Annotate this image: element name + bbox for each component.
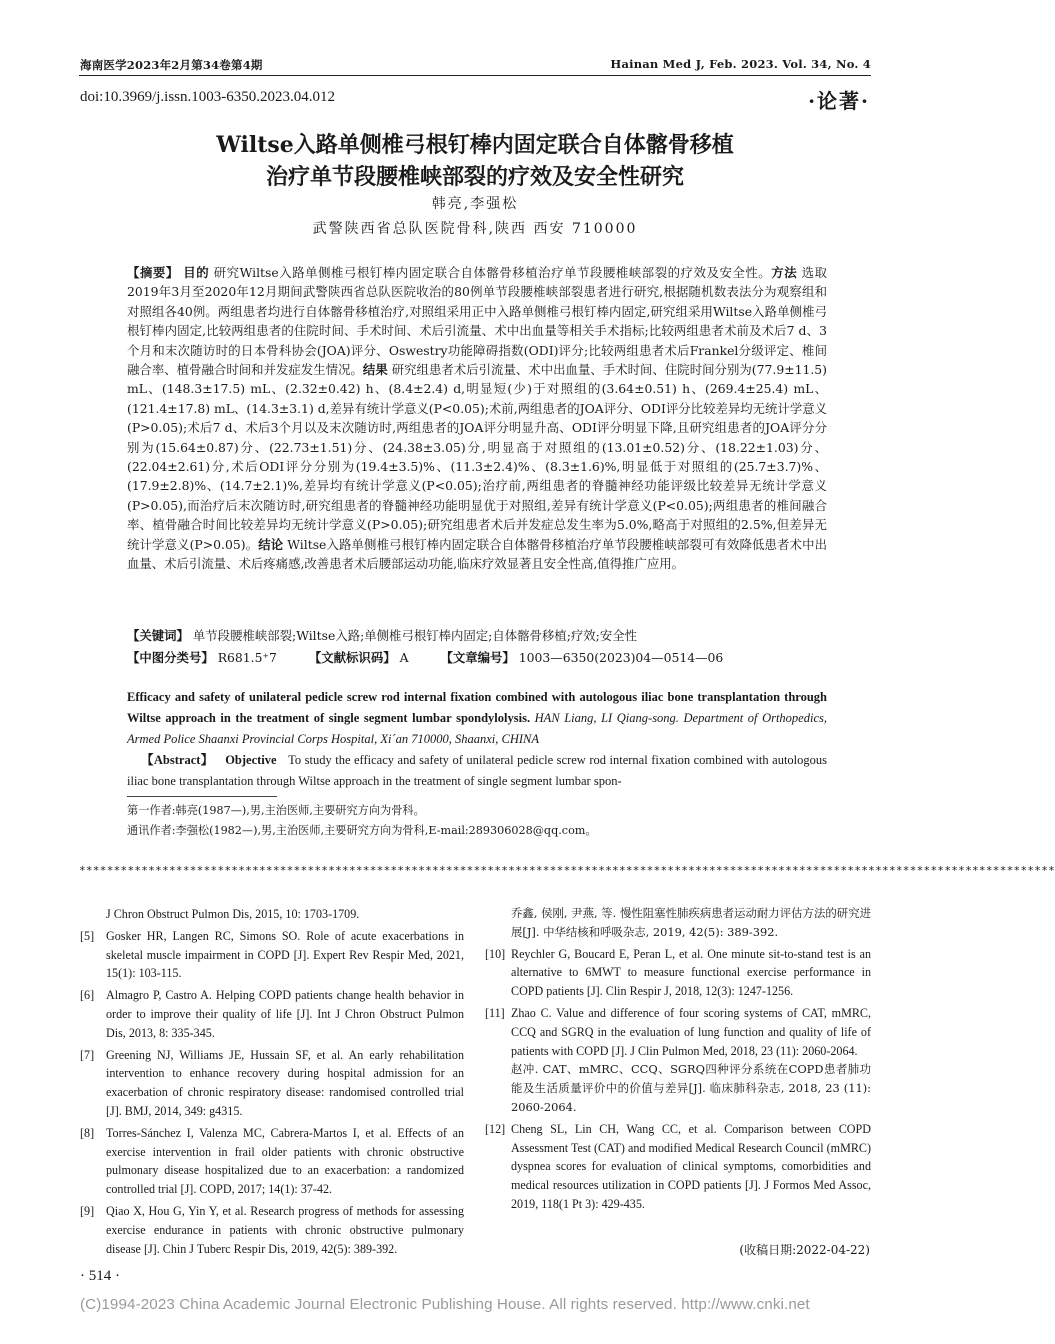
keywords-label: 【关键词】 [127,628,189,643]
references-left-column [80,905,464,1261]
objective-text: 研究Wiltse入路单侧椎弓根钉棒内固定联合自体髂骨移植治疗单节段腰椎峡部裂的疗效及安全性。 [213,265,772,280]
clc-label: 【中图分类号】 [127,650,214,665]
article-title-line1: Wiltse入路单侧椎弓根钉棒内固定联合自体髂骨移植 [216,132,734,158]
reference-item: [5] Gosker HR, Langen RC, Simons SO. Role of acute exacerbations in skeletal muscle impairment in COPD [J]. Expert Rev Respir Med, 2021, 15(1): 103-115. [80,928,464,981]
results-label: 结果 [362,362,388,378]
reference-item: [8] Torres-Sánchez I, Valenza MC, Cabrera-Martos I, et al. Effects of an exercise intervention in frail older patients with chronic obstructive pulmonary disease hospitalized due to an exacerbation: a randomized controlled trial [J]. COPD, 2017; 14(1): 37-42. [80,1125,464,1197]
affiliation: 武警陕西省总队医院骨科,陕西 西安 710000 [312,221,638,237]
footnote-corresponding-author: 通讯作者:李强松(1982—),男,主治医师,主要研究方向为骨科,E-mail:289306028@qq.com。 [127,824,597,837]
english-authors-affiliation: HAN Liang, LI Qiang-song. Department of Orthopedics, Armed Police Shaanxi Provincial Corps Hospital, Xi´an 710000, Shaanxi, CHINA [127,711,827,746]
reference-item: [7] Greening NJ, Williams JE, Hussain SF, et al. An early rehabilitation intervention to enhance recovery during hospital admission for an exacerbation of chronic respiratory disease: randomised controlled trial [J]. BMJ, 2014, 349: g4315. [80,1047,464,1118]
reference-item: [9] Qiao X, Hou G, Yin Y, et al. Research progress of methods for assessing exercise endurance in patients with chronic obstructive pulmonary disease [J]. Chin J Tuberc Respir Dis, 2019, 42(5): 389-392. [80,1203,464,1256]
reference-item: [6] Almagro P, Castro A. Helping COPD patients change health behavior in order to improve their quality of life [J]. Int J Chron Obstruct Pulmon Dis, 2013, 8: 335-345. [80,988,464,1040]
article-no-value: 1003—6350(2023)04—0514—06 [518,650,724,665]
article-title-line2: 治疗单节段腰椎峡部裂的疗效及安全性研究 [265,164,684,190]
clc-value: R681.5⁺7 [217,650,277,665]
english-title: Efficacy and safety of unilateral pedicle screw rod internal fixation combined with autologous iliac bone transplantation through Wiltse approach in the treatment of single segment lumbar spondylolysis. [127,690,827,725]
references-right-column [485,904,871,1217]
abstract-cn [127,263,827,574]
running-header-en: Hainan Med J, Feb. 2023. Vol. 34, No. 4 [610,57,871,71]
page-number: · 514 · [80,1268,120,1284]
abstract-en [127,687,827,792]
doc-code-label: 【文献标识码】 [308,650,396,665]
classification-line [127,648,827,667]
footnote-first-author: 第一作者:韩亮(1987—),男,主治医师,主要研究方向为骨科。 [127,804,425,817]
asterisk-divider: ********************************************************************************************************************************************* [79,864,1055,877]
doc-code-value: A [399,650,409,665]
reference-item: [12] Cheng SL, Lin CH, Wang CC, et al. Comparison between COPD Assessment Test (CAT) and modified Medical Research Council (mMRC) dyspnea scores for evaluation of clinical symptoms, comorbidities and medical resources utilization in COPD patients [J]. J Formos Med Assoc, 2019, 118(1 Pt 3): 429-435. [485,1121,871,1211]
results-text: 研究组患者术后引流量、术中出血量、手术时间、住院时间分别为(77.9±11.5) mL、(148.3±17.5) mL、(2.32±0.42) h、(8.4±2.4) d,明显短(少)于对照组的(3.64±0.51) h、(269.4±25.4) mL、(121.4±17.8) mL、(14.3±3.1) d,差异有统计学意义(P<0.05);术前,两组患者的JOA评分、ODI评分比较差异均无统计学意义(P>0.05);术后7 d、术后3个月以及末次随访时,两组患者的JOA评分明显升高、ODI评分明显下降,且研究组患者的JOA评分分别为(15.64±0.87)分、(22.73±1.51)分、(24.38±3.05)分,明显高于对照组的(13.01±0.52)分、(18.22±1.03)分、(22.04±2.61)分,术后ODI评分分别为(19.4±3.5)%、(11.3±2.4)%、(8.3±1.6)%,明显低于对照组的(25.7±3.7)%、(17.9±2.8)%、(14.7±2.1)%,差异均有统计学意义(P<0.05);治疗前,两组患者的脊髓神经功能评级比较差异无统计学意义(P>0.05),而治疗后末次随访时,研究组患者的脊髓神经功能明显优于对照组,差异有统计学意义(P<0.05);两组患者的椎间融合率、植骨融合时间比较差异均无统计学意义(P>0.05);研究组患者术后并发症总发生率为5.0%,略高于对照组的2.5%,但差异无统计学意义(P>0.05)。 [127,362,828,552]
reference-item: 乔鑫, 侯刚, 尹燕, 等. 慢性阻塞性肺疾病患者运动耐力评估方法的研究进展[J]. 中华结核和呼吸杂志, 2019, 42(5): 389-392. [511,906,871,939]
conclusion-label: 结论 [258,536,284,552]
english-objective-label: Objective [225,753,277,767]
article-no-label: 【文章编号】 [440,650,515,665]
section-tag: ·论著· [808,89,870,113]
running-header-cn: 海南医学2023年2月第34卷第4期 [80,58,263,72]
methods-label: 方法 [771,265,798,280]
doi[interactable]: doi:10.3969/j.issn.1003-6350.2023.04.012 [80,89,336,105]
reference-item: J Chron Obstruct Pulmon Dis, 2015, 10: 1703-1709. [106,907,360,921]
abstract-label: 【摘要】 [127,265,179,280]
english-objective-text: To study the efficacy and safety of unilateral pedicle screw rod internal fixation combined with autologous iliac bone transplantation through Wiltse approach in the treatment of single segment lumbar spon- [127,753,828,788]
footnote-rule [127,796,277,797]
objective-label: 目的 [183,265,210,280]
methods-text: 选取2019年3月至2020年12月期间武警陕西省总队医院收治的80例单节段腰椎峡部裂患者进行研究,根据随机数表法分为观察组和对照组各40例。两组患者均进行自体髂骨移植治疗,对照组采用正中入路单侧椎弓根钉棒内固定,研究组采用Wiltse入路单侧椎弓根钉棒内固定,比较两组患者的住院时间、手术时间、术后引流量、术中出血量等相关手术指标;比较两组患者术前及术后7 d、3个月和末次随访时的日本骨科协会(JOA)评分、Oswestry功能障碍指数(ODI)评分;比较两组患者术后Frankel分级评定、椎间融合率、植骨融合时间和并发症发生情况。 [127,265,827,378]
reference-item: [11] Zhao C. Value and difference of four scoring systems of CAT, mMRC, CCQ and SGRQ in the evaluation of lung function and quality of life of patients with COPD [J]. J Clin Pulmon Med, 2018, 23 (11): 2060-2064. 赵冲. CAT、mMRC、CCQ、SGRQ四种评分系统在COPD患者肺功能及生活质量评价中的价值与差异[J]. 临床肺科杂志, 2018, 23 (11): 2060-2064. [485,1005,871,1114]
authors: 韩亮,李强松 [431,196,519,212]
keywords-text: 单节段腰椎峡部裂;Wiltse入路;单侧椎弓根钉棒内固定;自体髂骨移植;疗效;安全性 [192,628,638,643]
copyright-watermark: (C)1994-2023 China Academic Journal Electronic Publishing House. All rights reserved. http://www.cnki.net [80,1296,810,1313]
reference-item: [10] Reychler G, Boucard E, Peran L, et al. One minute sit-to-stand test is an alternative to 6MWT to measure functional exercise performance in COPD patients [J]. Clin Respir J, 2018, 12(3): 1247-1256. [485,946,871,999]
english-abstract-label: 【Abstract】 [141,753,214,767]
conclusion-text: Wiltse入路单侧椎弓根钉棒内固定联合自体髂骨移植治疗单节段腰椎峡部裂可有效降低患者术中出血量、术后引流量、术后疼痛感,改善患者术后腰部运动功能,临床疗效显著且安全性高,值得推广应用。 [127,536,827,572]
header-rule [79,75,871,76]
keywords [127,626,827,645]
received-date: (收稿日期:2022-04-22) [739,1243,870,1257]
